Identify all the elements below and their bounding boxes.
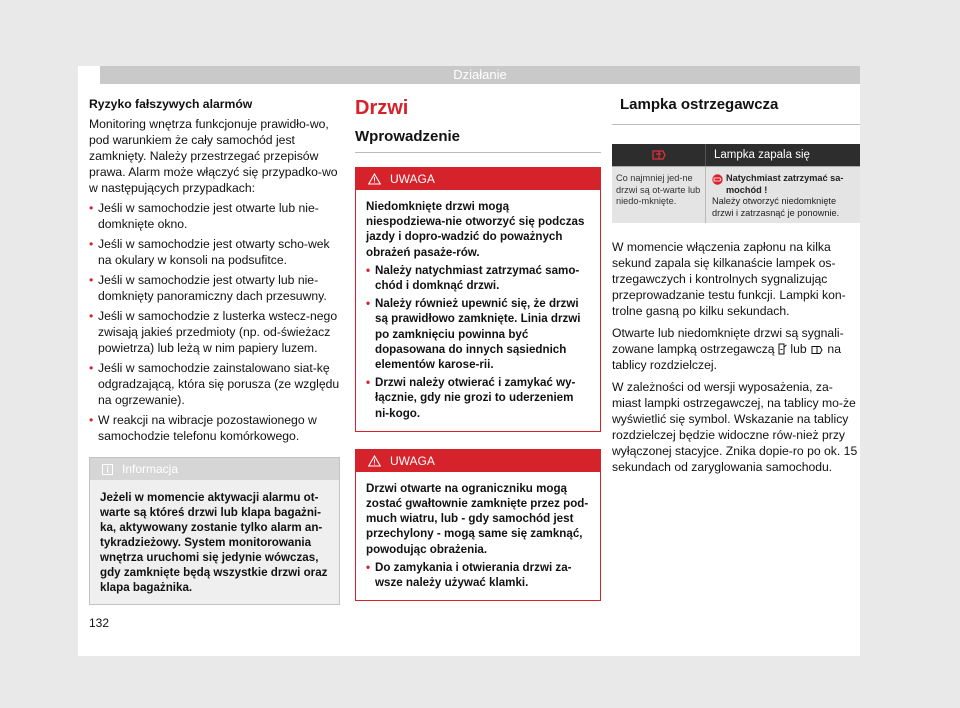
- warning-text: Niedomknięte drzwi mogą niespodziewa-nie otworzyć się podczas jazdy i dopro-wadzić do poważnych obrażeń pasaże-rów.: [366, 200, 585, 259]
- warning-text: Drzwi otwarte na ograniczniku mogą zostać gwałtownie zamknięte przez pod-much wiatru, lub - gdy samochód jest przechylony - mogą same się zamknąć, powodując obrażenia.: [366, 481, 589, 556]
- list-item-text: Do zamykania i otwierania drzwi za-wsze należy używać klamki.: [375, 560, 572, 590]
- paragraph: [612, 325, 860, 373]
- table-cell-action: [706, 167, 860, 223]
- table-row: [612, 166, 860, 223]
- list-item: [89, 272, 340, 304]
- bullet-icon: •: [366, 560, 371, 574]
- bullet-icon: •: [89, 273, 94, 287]
- list-item-text: Należy również upewnić się, że drzwi są prawidłowo zamknięte. Linia drzwi po zamknięciu powinna być dopasowana do innych sąsiednich elementów karose-rii.: [375, 297, 581, 372]
- column-left: [89, 96, 340, 605]
- warning-label: UWAGA: [390, 453, 435, 468]
- list-item: [366, 375, 590, 421]
- warning-header: [356, 450, 600, 472]
- warning-body: [356, 472, 600, 600]
- list-item-text: Jeśli w samochodzie z lusterka wstecz-nego zwisają jakieś przedmioty (np. od-świeżacz powietrza) lub leżą w nim papiery luzem.: [98, 309, 338, 355]
- list-item: [89, 308, 340, 356]
- chapter-title: Drzwi: [355, 97, 409, 119]
- list-item-text: Jeśli w samochodzie zainstalowano siat-kę odgradzającą, która się porusza (ze względu na ogrzewanie).: [98, 361, 340, 407]
- action-text: Należy otworzyć niedomknięte drzwi i zatrzasnąć je ponownie.: [712, 196, 840, 218]
- table-header-icon-cell: [612, 144, 706, 166]
- info-text: Jeżeli w momencie aktywacji alarmu ot-warte są któreś drzwi lub klapa bagażni-ka, aktywowany zostanie tylko alarm an-tykradzieżowy. System monitorowania wnętrza uruchomi się jedynie wówczas, gdy zamknięte będą wszystkie drzwi oraz klapa bagażnika.: [100, 491, 328, 594]
- action-heading: Natychmiast zatrzymać sa-mochód !: [726, 173, 844, 195]
- intro-paragraph: Monitoring wnętrza funkcjonuje prawidło-wo, pod warunkiem że cały samochód jest zamknięty. Należy przestrzegać przepisów prawa. Alarm może włączyć się przypadko-wo w następujących przypadkach:: [89, 117, 338, 195]
- warning-box: [355, 167, 601, 432]
- table-cell-condition: Co najmniej jed-ne drzwi są ot-warte lub niedo-mknięte.: [612, 167, 706, 223]
- info-label: Informacja: [122, 462, 179, 476]
- subtitle-block: [355, 128, 601, 153]
- paragraph: W momencie włączenia zapłonu na kilka sekund zapala się kilkanaście lampek os-trzegawczych i kontrolnych sygnalizując przeprowadzanie testu funkcji. Lampki kon-trolne gasną po kilku sekundach.: [612, 240, 846, 318]
- bullet-icon: •: [366, 376, 371, 390]
- page-number: 132: [89, 616, 110, 630]
- list-item-text: Jeśli w samochodzie jest otwarte lub nie-domknięte okno.: [98, 201, 319, 231]
- list-item-text: Jeśli w samochodzie jest otwarty lub nie-domknięty panoramiczny dach przesuwny.: [98, 273, 327, 303]
- paragraph-text: lub: [790, 342, 807, 356]
- list-item-text: Należy natychmiast zatrzymać samo-chód i domknąć drzwi.: [375, 263, 580, 293]
- bullet-icon: •: [89, 413, 94, 427]
- bullet-icon: •: [89, 201, 94, 215]
- warning-box: [355, 449, 601, 601]
- section-title: Działanie: [453, 67, 507, 82]
- section-subtitle: Wprowadzenie: [355, 128, 461, 145]
- lamp-title-block: [612, 96, 860, 125]
- list-item-text: W reakcji na wibracje pozostawionego w samochodzie telefonu komórkowego.: [98, 413, 317, 443]
- column-middle: [355, 96, 601, 601]
- bullet-list: [89, 200, 340, 444]
- list-item: [89, 412, 340, 444]
- warning-icon: [368, 173, 381, 185]
- warning-lamp-table: [612, 144, 860, 223]
- list-item: [89, 200, 340, 232]
- paragraph-text: Otwarte lub niedomknięte drzwi są sygnali-zowane lampką ostrzegawczą: [612, 326, 844, 356]
- door-open-icon: [650, 149, 668, 161]
- bullet-icon: •: [89, 361, 94, 375]
- list-item-text: Drzwi należy otwierać i zamykać wy-łącznie, gdy nie grozi to uderzeniem ni-kogo.: [375, 376, 576, 420]
- info-icon: [102, 464, 113, 475]
- warning-header: [356, 168, 600, 190]
- warning-label: UWAGA: [390, 172, 435, 186]
- table-header-label: Lampka zapala się: [714, 149, 810, 161]
- warning-icon: [368, 455, 381, 467]
- bullet-icon: •: [366, 297, 371, 311]
- paragraph-text: na tablicy rozdzielczej.: [612, 342, 841, 372]
- list-item: [89, 360, 340, 408]
- table-header-row: [612, 144, 860, 166]
- paragraph: W zależności od wersji wyposażenia, za-miast lampki ostrzegawczej, na tablicy mo-że wyświetlić się symbol. Wskazanie na tablicy rozdzielczej będzie widoczne rów-nież przy wyłączonej stacyjce. Znika dopie-ro po ok. 15 sekundach od zaryglowania samochodu.: [612, 380, 858, 474]
- warning-body: [356, 190, 600, 431]
- lamp-section-title: Lampka ostrzegawcza: [620, 96, 779, 113]
- door-open-icon: [810, 345, 824, 355]
- bullet-icon: •: [366, 263, 371, 277]
- list-item: [366, 263, 590, 293]
- red-warning-lamp-icon: [712, 174, 723, 185]
- info-box: [89, 457, 340, 605]
- info-header: [90, 458, 339, 480]
- bullet-icon: •: [89, 309, 94, 323]
- list-item: [89, 236, 340, 268]
- column-right: [612, 96, 860, 475]
- door-warning-symbol-icon: [778, 343, 787, 355]
- list-item: [366, 296, 590, 372]
- list-item: [366, 560, 590, 590]
- section-header: [100, 66, 860, 84]
- subsection-title: Ryzyko fałszywych alarmów: [89, 97, 253, 111]
- bullet-icon: •: [89, 237, 94, 251]
- list-item-text: Jeśli w samochodzie jest otwarty scho-wek na okulary w konsoli na podsufitce.: [98, 237, 330, 267]
